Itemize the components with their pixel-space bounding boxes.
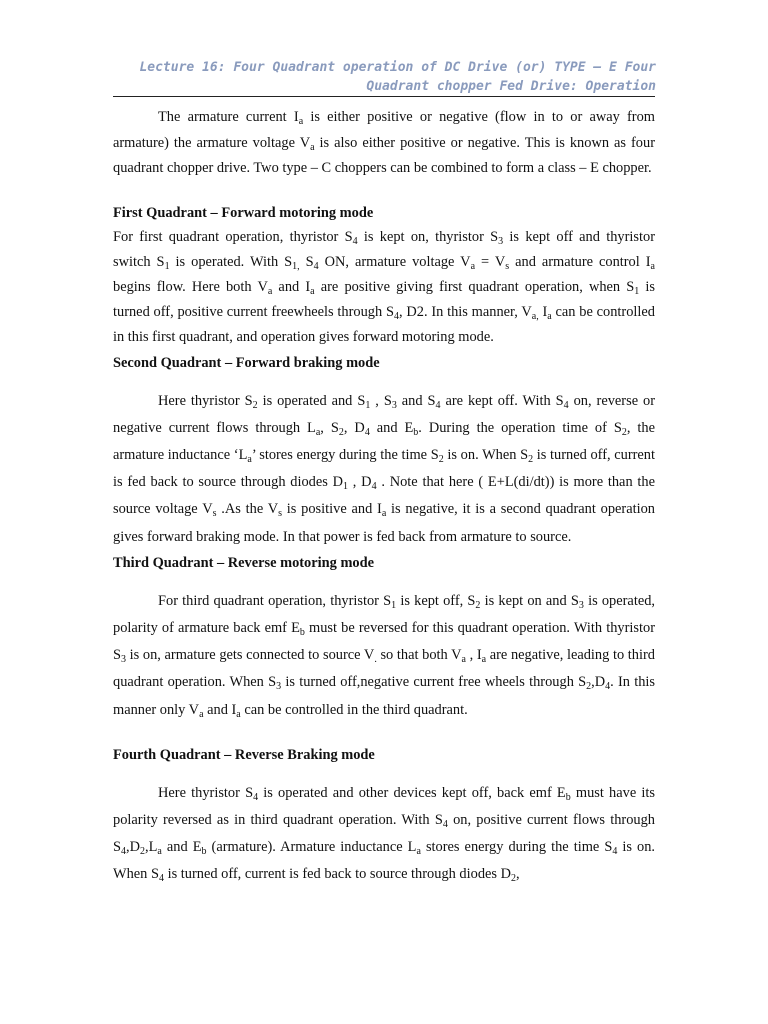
second-quadrant-paragraph: Here thyristor $S_2$ is operated and $S_1$ , $S_3$ and $S_4$ are kept off. With $S_4$ on, reverse or negative current flows through $L_a$, $S_2$, $D_4$ and $E_b$. During the operation time of $S_2$, the armature inductance ‘$L_a$’ stores energy during the time $S_2$ is on. When $S_2$ is turned off, current is fed back to source through diodes $D_1$ , $D_4$ . Note that here ( E+L(di/dt)) is more than the source voltage $V_s$ .As the $V_s$ is positive and $I_a$ is negative, it is a second quadrant operation gives forward braking mode. In that power is fed back from armature to source. <box>113 392 656 545</box>
section-heading-first-quadrant: First Quadrant – Forward motoring mode <box>113 204 374 221</box>
header-divider <box>113 96 655 97</box>
section-heading-fourth-quadrant: Fourth Quadrant – Reverse Braking mode <box>113 746 375 763</box>
document-body <box>113 103 655 889</box>
header-line-1: Lecture 16: Four Quadrant operation of DC Drive (or) TYPE – E Four <box>139 60 656 75</box>
intro-paragraph: The armature current $I_a$ is either positive or negative (flow in to or away from armature) the armature voltage $V_a$ is also either positive or negative. This is known as four quadrant chopper drive. Two type – C choppers can be combined to form a class – E chopper. <box>113 109 655 176</box>
running-header <box>100 58 656 96</box>
header-line-2: Quadrant chopper Fed Drive: Operation <box>366 79 656 94</box>
fourth-quadrant-paragraph: Here thyristor $S_4$ is operated and other devices kept off, back emf $E_b$ must have its polarity reversed as in third quadrant operation. With $S_4$ on, positive current flows through $S_4,D_2,L_a$ and $E_b$ (armature). Armature inductance $L_a$ stores energy during the time $S_4$ is on. When $S_4$ is turned off, current is fed back to source through diodes $D_2$, <box>113 784 656 885</box>
section-heading-second-quadrant: Second Quadrant – Forward braking mode <box>113 354 380 371</box>
first-quadrant-paragraph: For first quadrant operation, thyristor $S_4$ is kept on, thyristor $S_3$ is kept off and thyristor switch $S_1$ is operated. With $S_{1,}$ $S_4$ ON, armature voltage $V_a = V_s$ and armature control $I_a$ begins flow. Here both $V_a$ and $I_a$ are positive giving first quadrant operation, when $S_1$ is turned off, positive current freewheels through $S_4$, D2. In this manner, $V_{a,}$ $I_a$ can be controlled in this first quadrant, and operation gives forward motoring mode. <box>113 228 656 346</box>
third-quadrant-paragraph: For third quadrant operation, thyristor $S_1$ is kept off, $S_2$ is kept on and $S_3$ is operated, polarity of armature back emf $E_b$ must be reversed for this quadrant operation. With thyristor $S_3$ is on, armature gets connected to source $V_.$ so that both $V_a$ , $I_a$ are negative, leading to third quadrant operation. When $S_3$ is turned off,negative current free wheels through $S_2,D_4$. In this manner only $V_a$ and $I_a$ can be controlled in the third quadrant. <box>113 592 656 720</box>
section-heading-third-quadrant: Third Quadrant – Reverse motoring mode <box>113 554 375 571</box>
